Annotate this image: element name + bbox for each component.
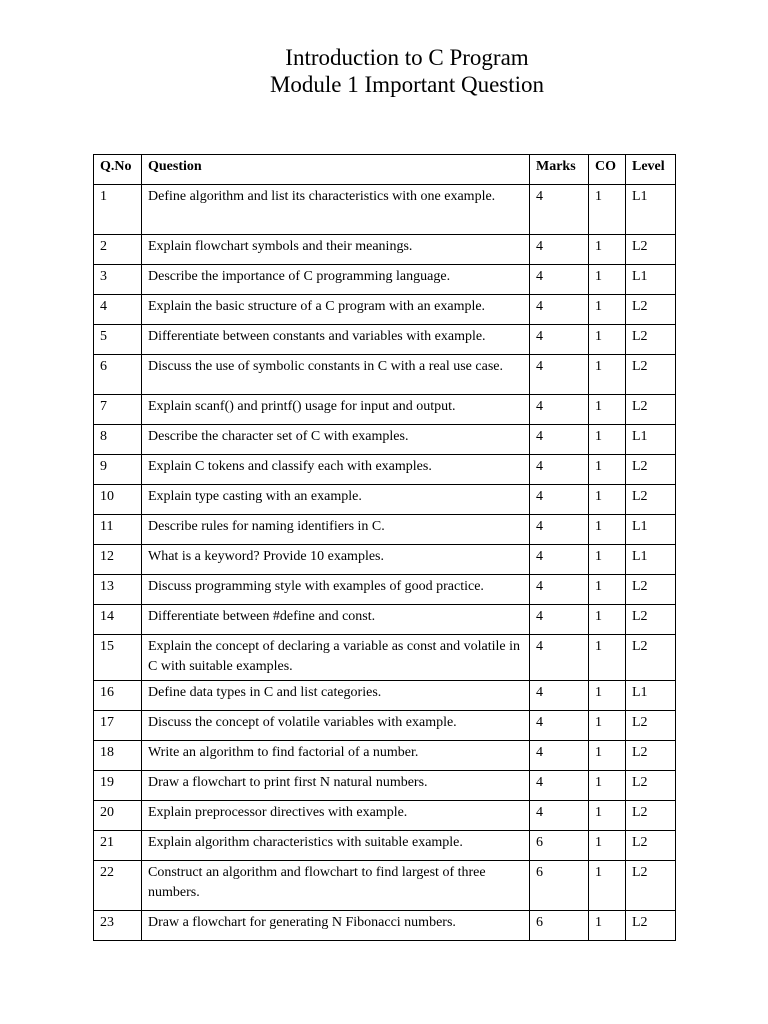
cell-marks: 6 — [530, 831, 589, 861]
cell-question: Describe rules for naming identifiers in C. — [142, 515, 530, 545]
table-row — [94, 265, 676, 295]
page-title — [0, 44, 768, 98]
cell-qno: 7 — [94, 395, 142, 425]
cell-marks: 4 — [530, 741, 589, 771]
cell-qno: 2 — [94, 235, 142, 265]
cell-marks: 4 — [530, 801, 589, 831]
cell-co: 1 — [589, 515, 626, 545]
cell-co: 1 — [589, 265, 626, 295]
header-marks: Marks — [530, 155, 589, 185]
cell-co: 1 — [589, 295, 626, 325]
cell-co: 1 — [589, 395, 626, 425]
cell-level: L2 — [626, 911, 676, 941]
cell-level: L2 — [626, 801, 676, 831]
cell-question: Differentiate between #define and const. — [142, 605, 530, 635]
table-row — [94, 455, 676, 485]
table-row — [94, 861, 676, 911]
cell-level: L2 — [626, 741, 676, 771]
title-line-1: Introduction to C Program — [285, 45, 529, 70]
table-row — [94, 235, 676, 265]
cell-level: L2 — [626, 635, 676, 681]
cell-marks: 4 — [530, 771, 589, 801]
cell-level: L2 — [626, 771, 676, 801]
cell-level: L1 — [626, 425, 676, 455]
header-question: Question — [142, 155, 530, 185]
table-row — [94, 911, 676, 941]
table-row — [94, 801, 676, 831]
cell-co: 1 — [589, 605, 626, 635]
cell-qno: 15 — [94, 635, 142, 681]
table-row — [94, 635, 676, 681]
cell-level: L2 — [626, 295, 676, 325]
cell-qno: 16 — [94, 681, 142, 711]
cell-question: Explain scanf() and printf() usage for input and output. — [142, 395, 530, 425]
table-row — [94, 425, 676, 455]
cell-question: Discuss the concept of volatile variables with example. — [142, 711, 530, 741]
table-row — [94, 741, 676, 771]
cell-qno: 8 — [94, 425, 142, 455]
cell-question: Draw a flowchart for generating N Fibonacci numbers. — [142, 911, 530, 941]
cell-co: 1 — [589, 575, 626, 605]
cell-co: 1 — [589, 635, 626, 681]
cell-qno: 1 — [94, 185, 142, 235]
cell-question: Construct an algorithm and flowchart to find largest of three numbers. — [142, 861, 530, 911]
cell-level: L2 — [626, 711, 676, 741]
cell-marks: 4 — [530, 355, 589, 395]
cell-co: 1 — [589, 861, 626, 911]
cell-marks: 4 — [530, 545, 589, 575]
cell-marks: 4 — [530, 235, 589, 265]
table-row — [94, 681, 676, 711]
table-row — [94, 485, 676, 515]
cell-question: Explain the basic structure of a C program with an example. — [142, 295, 530, 325]
cell-marks: 4 — [530, 605, 589, 635]
table-row — [94, 325, 676, 355]
cell-qno: 20 — [94, 801, 142, 831]
cell-co: 1 — [589, 681, 626, 711]
table-body — [94, 185, 676, 941]
table-row — [94, 395, 676, 425]
cell-level: L2 — [626, 861, 676, 911]
cell-marks: 4 — [530, 425, 589, 455]
header-co: CO — [589, 155, 626, 185]
cell-level: L2 — [626, 485, 676, 515]
table-row — [94, 771, 676, 801]
cell-qno: 4 — [94, 295, 142, 325]
cell-co: 1 — [589, 355, 626, 395]
cell-level: L2 — [626, 235, 676, 265]
cell-level: L1 — [626, 265, 676, 295]
cell-qno: 5 — [94, 325, 142, 355]
cell-qno: 19 — [94, 771, 142, 801]
cell-marks: 4 — [530, 635, 589, 681]
cell-co: 1 — [589, 545, 626, 575]
cell-co: 1 — [589, 801, 626, 831]
cell-question: Discuss the use of symbolic constants in C with a real use case. — [142, 355, 530, 395]
cell-co: 1 — [589, 711, 626, 741]
header-level: Level — [626, 155, 676, 185]
questions-table — [93, 154, 676, 941]
table-row — [94, 185, 676, 235]
table-row — [94, 295, 676, 325]
cell-qno: 13 — [94, 575, 142, 605]
cell-co: 1 — [589, 455, 626, 485]
cell-level: L2 — [626, 355, 676, 395]
table-row — [94, 831, 676, 861]
cell-co: 1 — [589, 485, 626, 515]
cell-level: L2 — [626, 605, 676, 635]
cell-question: Explain preprocessor directives with example. — [142, 801, 530, 831]
cell-question: Differentiate between constants and variables with example. — [142, 325, 530, 355]
cell-marks: 4 — [530, 265, 589, 295]
cell-question: Explain C tokens and classify each with examples. — [142, 455, 530, 485]
cell-marks: 4 — [530, 711, 589, 741]
cell-marks: 4 — [530, 395, 589, 425]
cell-question: Describe the character set of C with examples. — [142, 425, 530, 455]
cell-qno: 11 — [94, 515, 142, 545]
cell-marks: 4 — [530, 185, 589, 235]
cell-question: Explain type casting with an example. — [142, 485, 530, 515]
cell-marks: 6 — [530, 861, 589, 911]
cell-question: Define algorithm and list its characteristics with one example. — [142, 185, 530, 235]
cell-level: L2 — [626, 325, 676, 355]
cell-level: L1 — [626, 545, 676, 575]
cell-question: Discuss programming style with examples of good practice. — [142, 575, 530, 605]
cell-level: L1 — [626, 681, 676, 711]
cell-qno: 12 — [94, 545, 142, 575]
cell-level: L2 — [626, 575, 676, 605]
cell-qno: 3 — [94, 265, 142, 295]
cell-question: Write an algorithm to find factorial of a number. — [142, 741, 530, 771]
cell-marks: 4 — [530, 575, 589, 605]
cell-marks: 4 — [530, 455, 589, 485]
cell-question: Explain flowchart symbols and their meanings. — [142, 235, 530, 265]
cell-co: 1 — [589, 425, 626, 455]
cell-qno: 14 — [94, 605, 142, 635]
cell-level: L1 — [626, 185, 676, 235]
table-row — [94, 575, 676, 605]
cell-marks: 6 — [530, 911, 589, 941]
cell-marks: 4 — [530, 295, 589, 325]
header-qno: Q.No — [94, 155, 142, 185]
table-row — [94, 355, 676, 395]
cell-question: What is a keyword? Provide 10 examples. — [142, 545, 530, 575]
table-row — [94, 515, 676, 545]
cell-qno: 22 — [94, 861, 142, 911]
table-header-row — [94, 155, 676, 185]
cell-qno: 9 — [94, 455, 142, 485]
table-row — [94, 545, 676, 575]
cell-qno: 18 — [94, 741, 142, 771]
table-row — [94, 711, 676, 741]
cell-level: L2 — [626, 395, 676, 425]
cell-qno: 21 — [94, 831, 142, 861]
cell-marks: 4 — [530, 485, 589, 515]
cell-co: 1 — [589, 771, 626, 801]
cell-level: L1 — [626, 515, 676, 545]
cell-level: L2 — [626, 831, 676, 861]
cell-co: 1 — [589, 325, 626, 355]
cell-question: Describe the importance of C programming language. — [142, 265, 530, 295]
cell-marks: 4 — [530, 681, 589, 711]
cell-qno: 6 — [94, 355, 142, 395]
cell-co: 1 — [589, 831, 626, 861]
cell-marks: 4 — [530, 325, 589, 355]
title-line-2: Module 1 Important Question — [269, 72, 545, 97]
cell-question: Explain the concept of declaring a variable as const and volatile in C with suitable examples. — [142, 635, 530, 681]
table-row — [94, 605, 676, 635]
cell-co: 1 — [589, 235, 626, 265]
cell-question: Draw a flowchart to print first N natural numbers. — [142, 771, 530, 801]
cell-qno: 17 — [94, 711, 142, 741]
cell-qno: 10 — [94, 485, 142, 515]
cell-marks: 4 — [530, 515, 589, 545]
cell-question: Explain algorithm characteristics with suitable example. — [142, 831, 530, 861]
cell-co: 1 — [589, 911, 626, 941]
cell-question: Define data types in C and list categories. — [142, 681, 530, 711]
cell-qno: 23 — [94, 911, 142, 941]
cell-co: 1 — [589, 741, 626, 771]
cell-level: L2 — [626, 455, 676, 485]
cell-co: 1 — [589, 185, 626, 235]
